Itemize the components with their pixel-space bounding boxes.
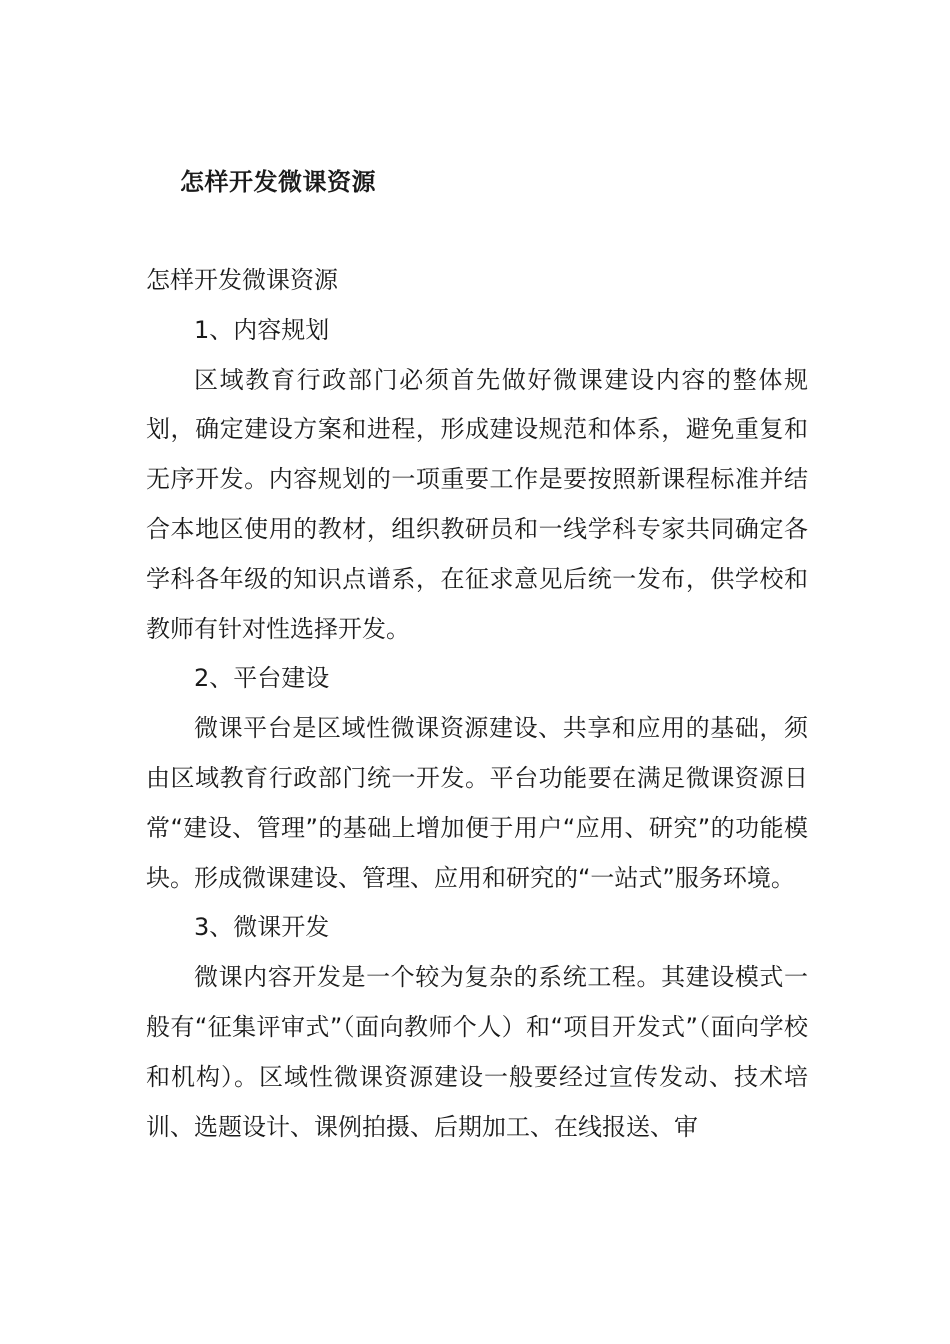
section-heading-content-planning: 1、内容规划 [194,315,330,344]
section-heading-platform: 2、平台建设 [194,664,330,693]
section-heading-development: 3、微课开发 [194,913,330,942]
paragraph-heading: 怎样开发微课资源 [146,266,338,294]
document-body [146,256,808,1152]
paragraph-platform: 微课平台是区域性微课资源建设、共享和应用的基础，须由区域教育行政部门统一开发。平台功能要在满足微课资源日常“建设、管理”的基础上增加便于用户“应用、研究”的功能模块。形成微课建设、管理、应用和研究的“一站式”服务环境。 [146,714,808,892]
paragraph-content-planning: 区域教育行政部门必须首先做好微课建设内容的整体规划，确定建设方案和进程，形成建设规范和体系，避免重复和无序开发。内容规划的一项重要工作是要按照新课程标准并结合本地区使用的教材，组织教研员和一线学科专家共同确定各学科各年级的知识点谱系，在征求意见后统一发布，供学校和教师有针对性选择开发。 [146,365,808,643]
paragraph-development: 微课内容开发是一个较为复杂的系统工程。其建设模式一般有“征集评审式”（面向教师个人）和“项目开发式”（面向学校和机构）。区域性微课资源建设一般要经过宣传发动、技术培训、选题设计、课例拍摄、后期加工、在线报送、审 [146,963,808,1141]
document-title: 怎样开发微课资源 [180,168,376,196]
